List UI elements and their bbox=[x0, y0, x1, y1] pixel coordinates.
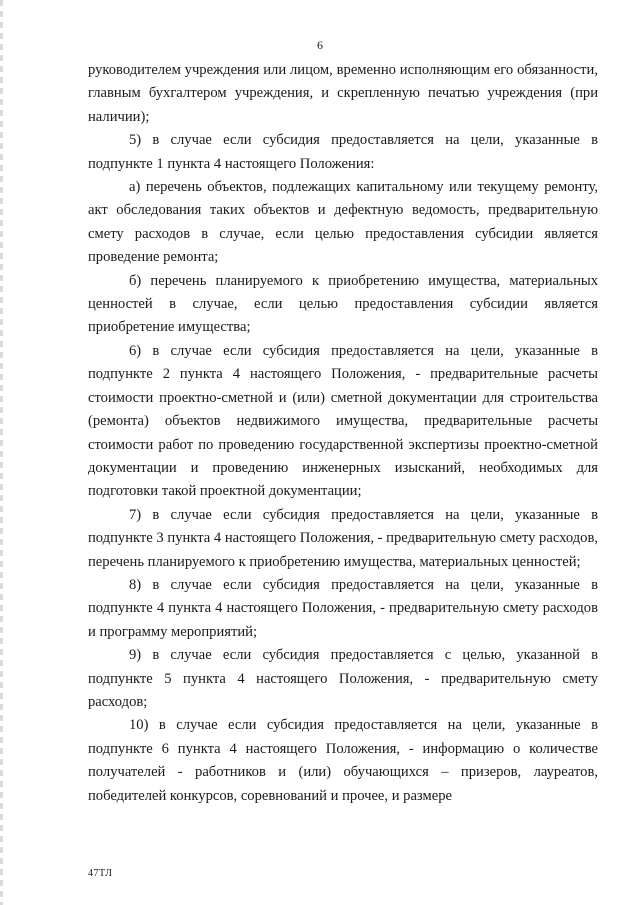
document-body bbox=[88, 59, 598, 808]
paragraph-item-5a: а) перечень объектов, подлежащих капитальному или текущему ремонту, акт обследования таких объектов и дефектную ведомость, предварительную смету расходов в случае, если целью предоставления субсидии является проведение ремонта; bbox=[88, 179, 598, 266]
paragraph-continuation: руководителем учреждения или лицом, временно исполняющим его обязанности, главным бухгалтером учреждения, и скрепленную печатью учреждения (при наличии); bbox=[88, 62, 598, 125]
paragraph-item-7: 7) в случае если субсидия предоставляется на цели, указанные в подпункте 3 пункта 4 настоящего Положения, - предварительную смету расходов, перечень планируемого к приобретению имущества, материальных ценностей; bbox=[88, 506, 598, 570]
page-number: 6 bbox=[317, 38, 323, 52]
footer-code: 47ТЛ bbox=[88, 868, 113, 879]
paragraph-item-5: 5) в случае если субсидия предоставляется на цели, указанные в подпункте 1 пункта 4 настоящего Положения: bbox=[88, 132, 598, 172]
paragraph-item-8: 8) в случае если субсидия предоставляется на цели, указанные в подпункте 4 пункта 4 настоящего Положения, - предварительную смету расходов и программу мероприятий; bbox=[88, 576, 598, 640]
paragraph-item-10: 10) в случае если субсидия предоставляется на цели, указанные в подпункте 6 пункта 4 настоящего Положения, - информацию о количестве получателей - работников и (или) обучающихся – призеров, лауреатов, победителей конкурсов, соревнований и прочее, и размере bbox=[88, 717, 598, 804]
paragraph-item-6: 6) в случае если субсидия предоставляется на цели, указанные в подпункте 2 пункта 4 настоящего Положения, - предварительные расчеты стоимости проектно-сметной и (или) сметной документации для строительства (ремонта) объектов недвижимого имущества, предварительные расчеты стоимости работ по проведению государственной экспертизы проектно-сметной документации и проведению инженерных изысканий, необходимых для подготовки такой проектной документации; bbox=[88, 342, 598, 500]
paragraph-item-9: 9) в случае если субсидия предоставляется с целью, указанной в подпункте 5 пункта 4 настоящего Положения, - предварительную смету расходов; bbox=[88, 647, 598, 710]
scan-left-edge bbox=[0, 0, 3, 905]
paragraph-item-5b: б) перечень планируемого к приобретению имущества, материальных ценностей в случае, если целью предоставления субсидии является приобретение имущества; bbox=[88, 272, 598, 336]
